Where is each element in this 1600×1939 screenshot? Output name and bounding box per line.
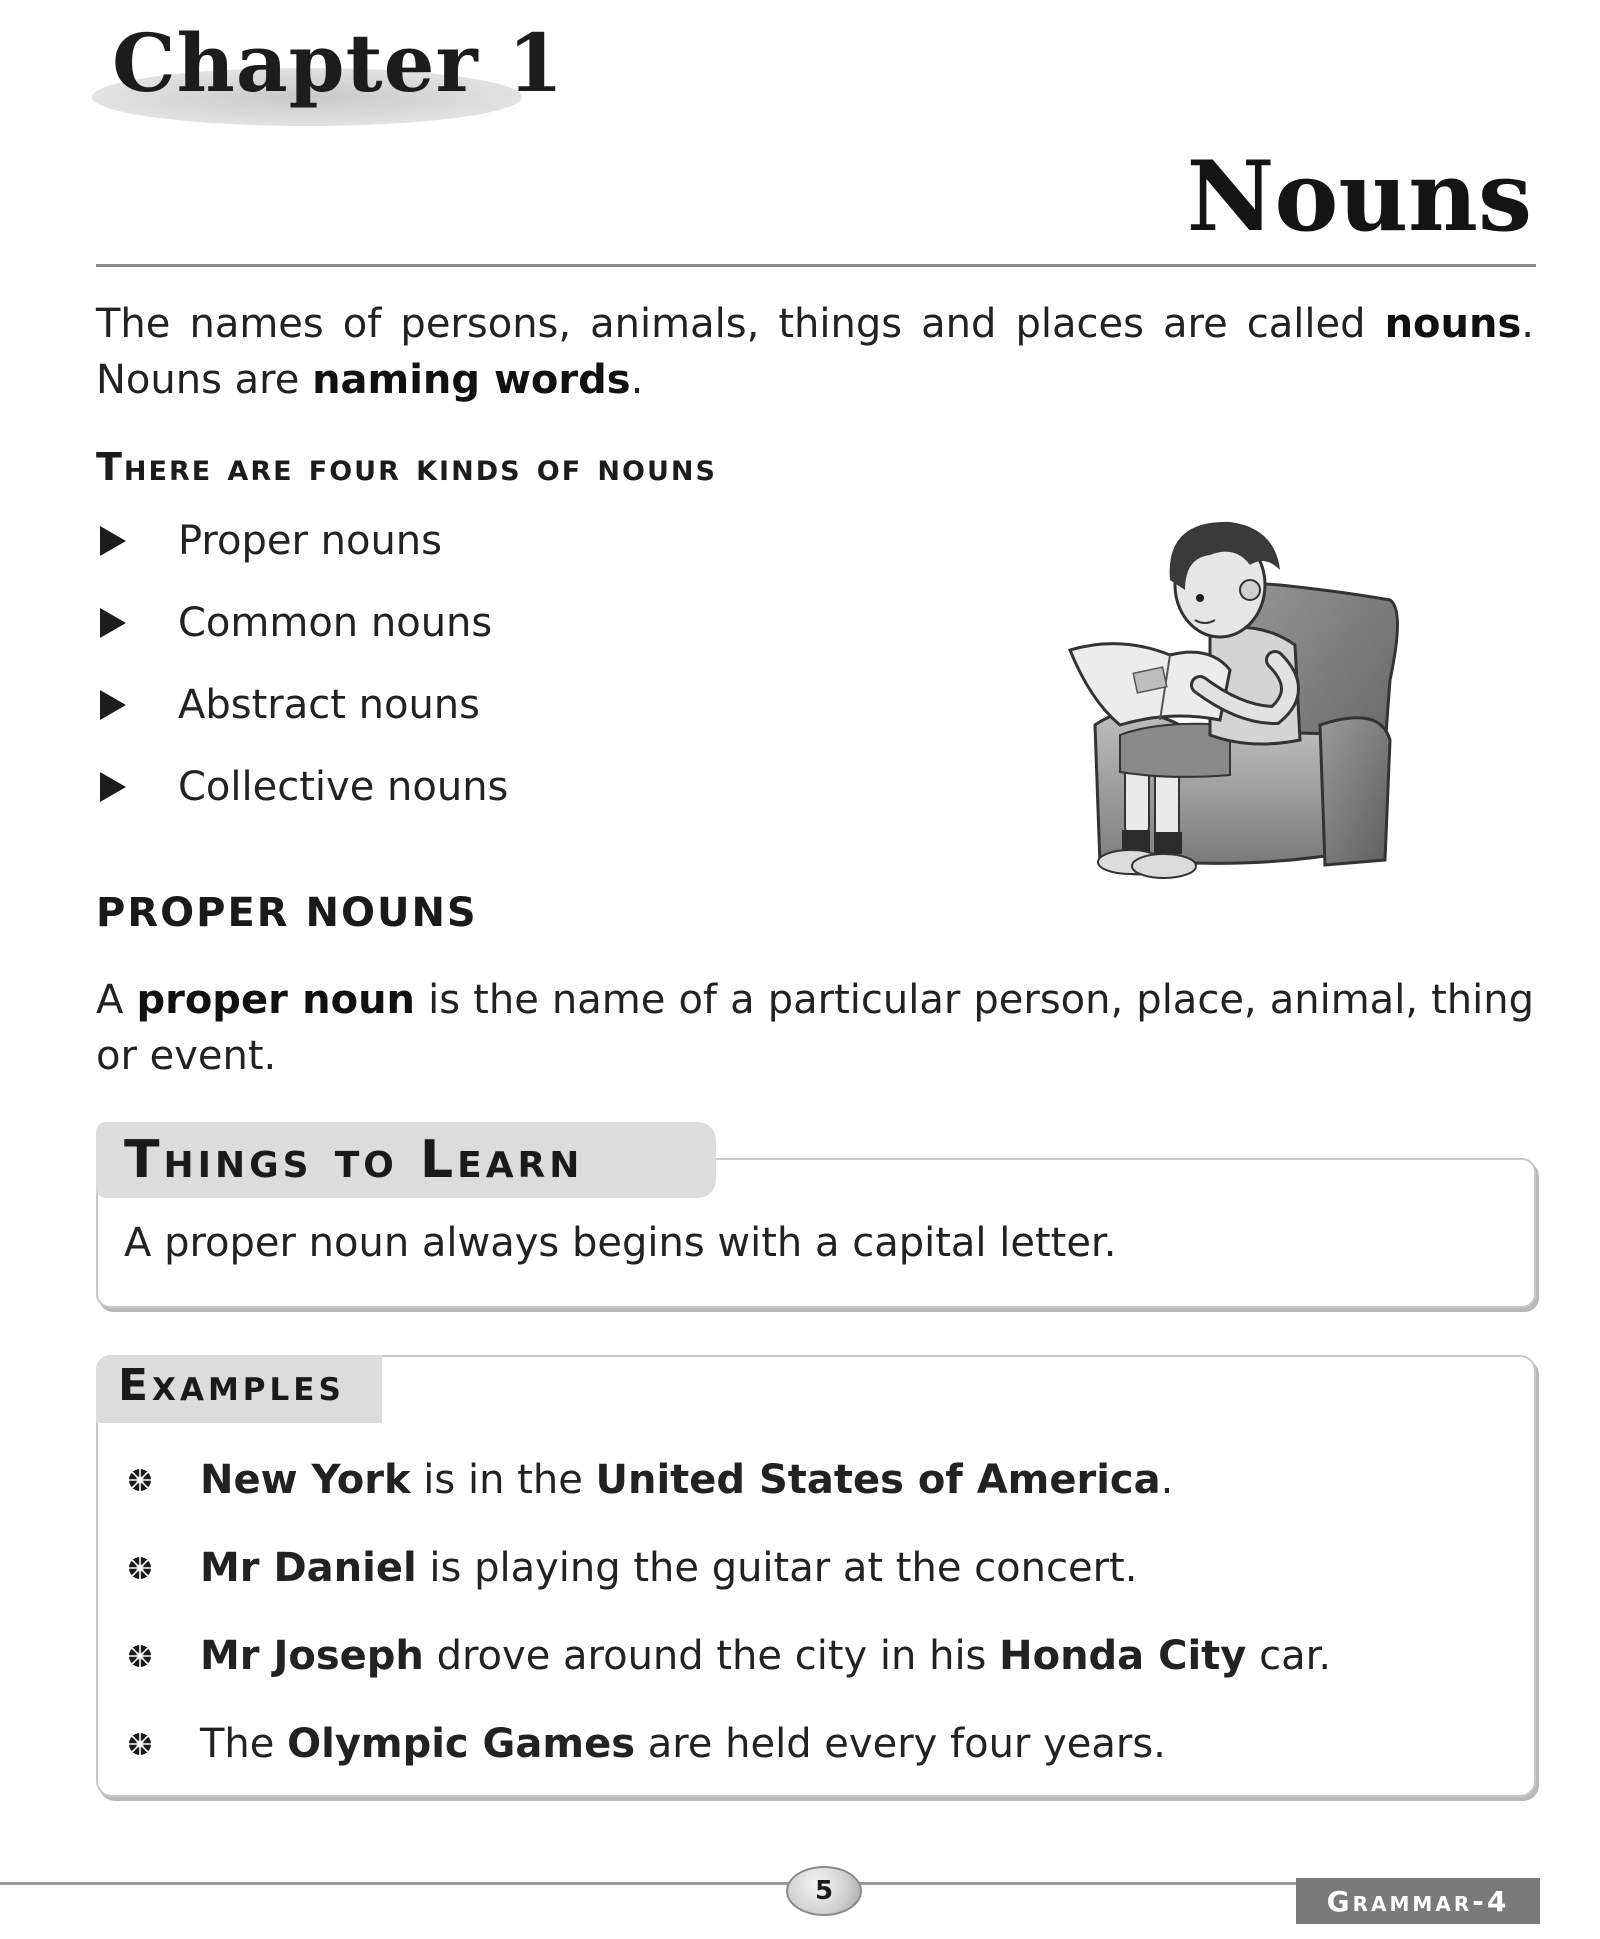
triangle-bullet-icon: [100, 526, 126, 556]
example-text: Mr Joseph drove around the city in his Honda City car.: [200, 1633, 1332, 1679]
things-to-learn-text: A proper noun always begins with a capital letter.: [124, 1220, 1117, 1266]
things-to-learn-title: Things to Learn: [124, 1130, 584, 1190]
example-text: Mr Daniel is playing the guitar at the concert.: [200, 1545, 1138, 1591]
example-text: New York is in the United States of America.: [200, 1457, 1174, 1503]
list-item: Abstract nouns: [96, 679, 508, 761]
triangle-bullet-icon: [100, 608, 126, 638]
intro-paragraph: The names of persons, animals, things and places are called nouns. Nouns are naming words.: [96, 301, 1534, 403]
title-divider: [96, 264, 1536, 267]
flower-bullet-icon: [126, 1554, 154, 1582]
example-text: The Olympic Games are held every four years.: [200, 1721, 1166, 1767]
triangle-bullet-icon: [100, 690, 126, 720]
kinds-list: [96, 515, 508, 843]
examples-list: [126, 1452, 1331, 1804]
example-item: [126, 1628, 1331, 1716]
chapter-label: Chapter 1: [112, 16, 565, 110]
triangle-bullet-icon: [100, 772, 126, 802]
examples-title: Examples: [118, 1360, 345, 1411]
proper-noun-definition: A proper noun is the name of a particular person, place, animal, thing or event.: [96, 977, 1535, 1079]
example-item: [126, 1540, 1331, 1628]
kinds-heading: There are four kinds of nouns: [96, 445, 717, 489]
boy-reading-illustration: [1060, 510, 1400, 890]
example-item: [126, 1452, 1331, 1540]
list-item: Proper nouns: [96, 515, 508, 597]
list-item: Collective nouns: [96, 761, 508, 843]
example-item: [126, 1716, 1331, 1804]
list-item: Common nouns: [96, 597, 508, 679]
flower-bullet-icon: [126, 1730, 154, 1758]
flower-bullet-icon: [126, 1466, 154, 1494]
page-number: 5: [786, 1866, 862, 1916]
book-label: Grammar-4: [1296, 1878, 1540, 1924]
page-title: Nouns: [1186, 140, 1532, 253]
proper-nouns-heading: PROPER NOUNS: [96, 890, 478, 936]
flower-bullet-icon: [126, 1642, 154, 1670]
